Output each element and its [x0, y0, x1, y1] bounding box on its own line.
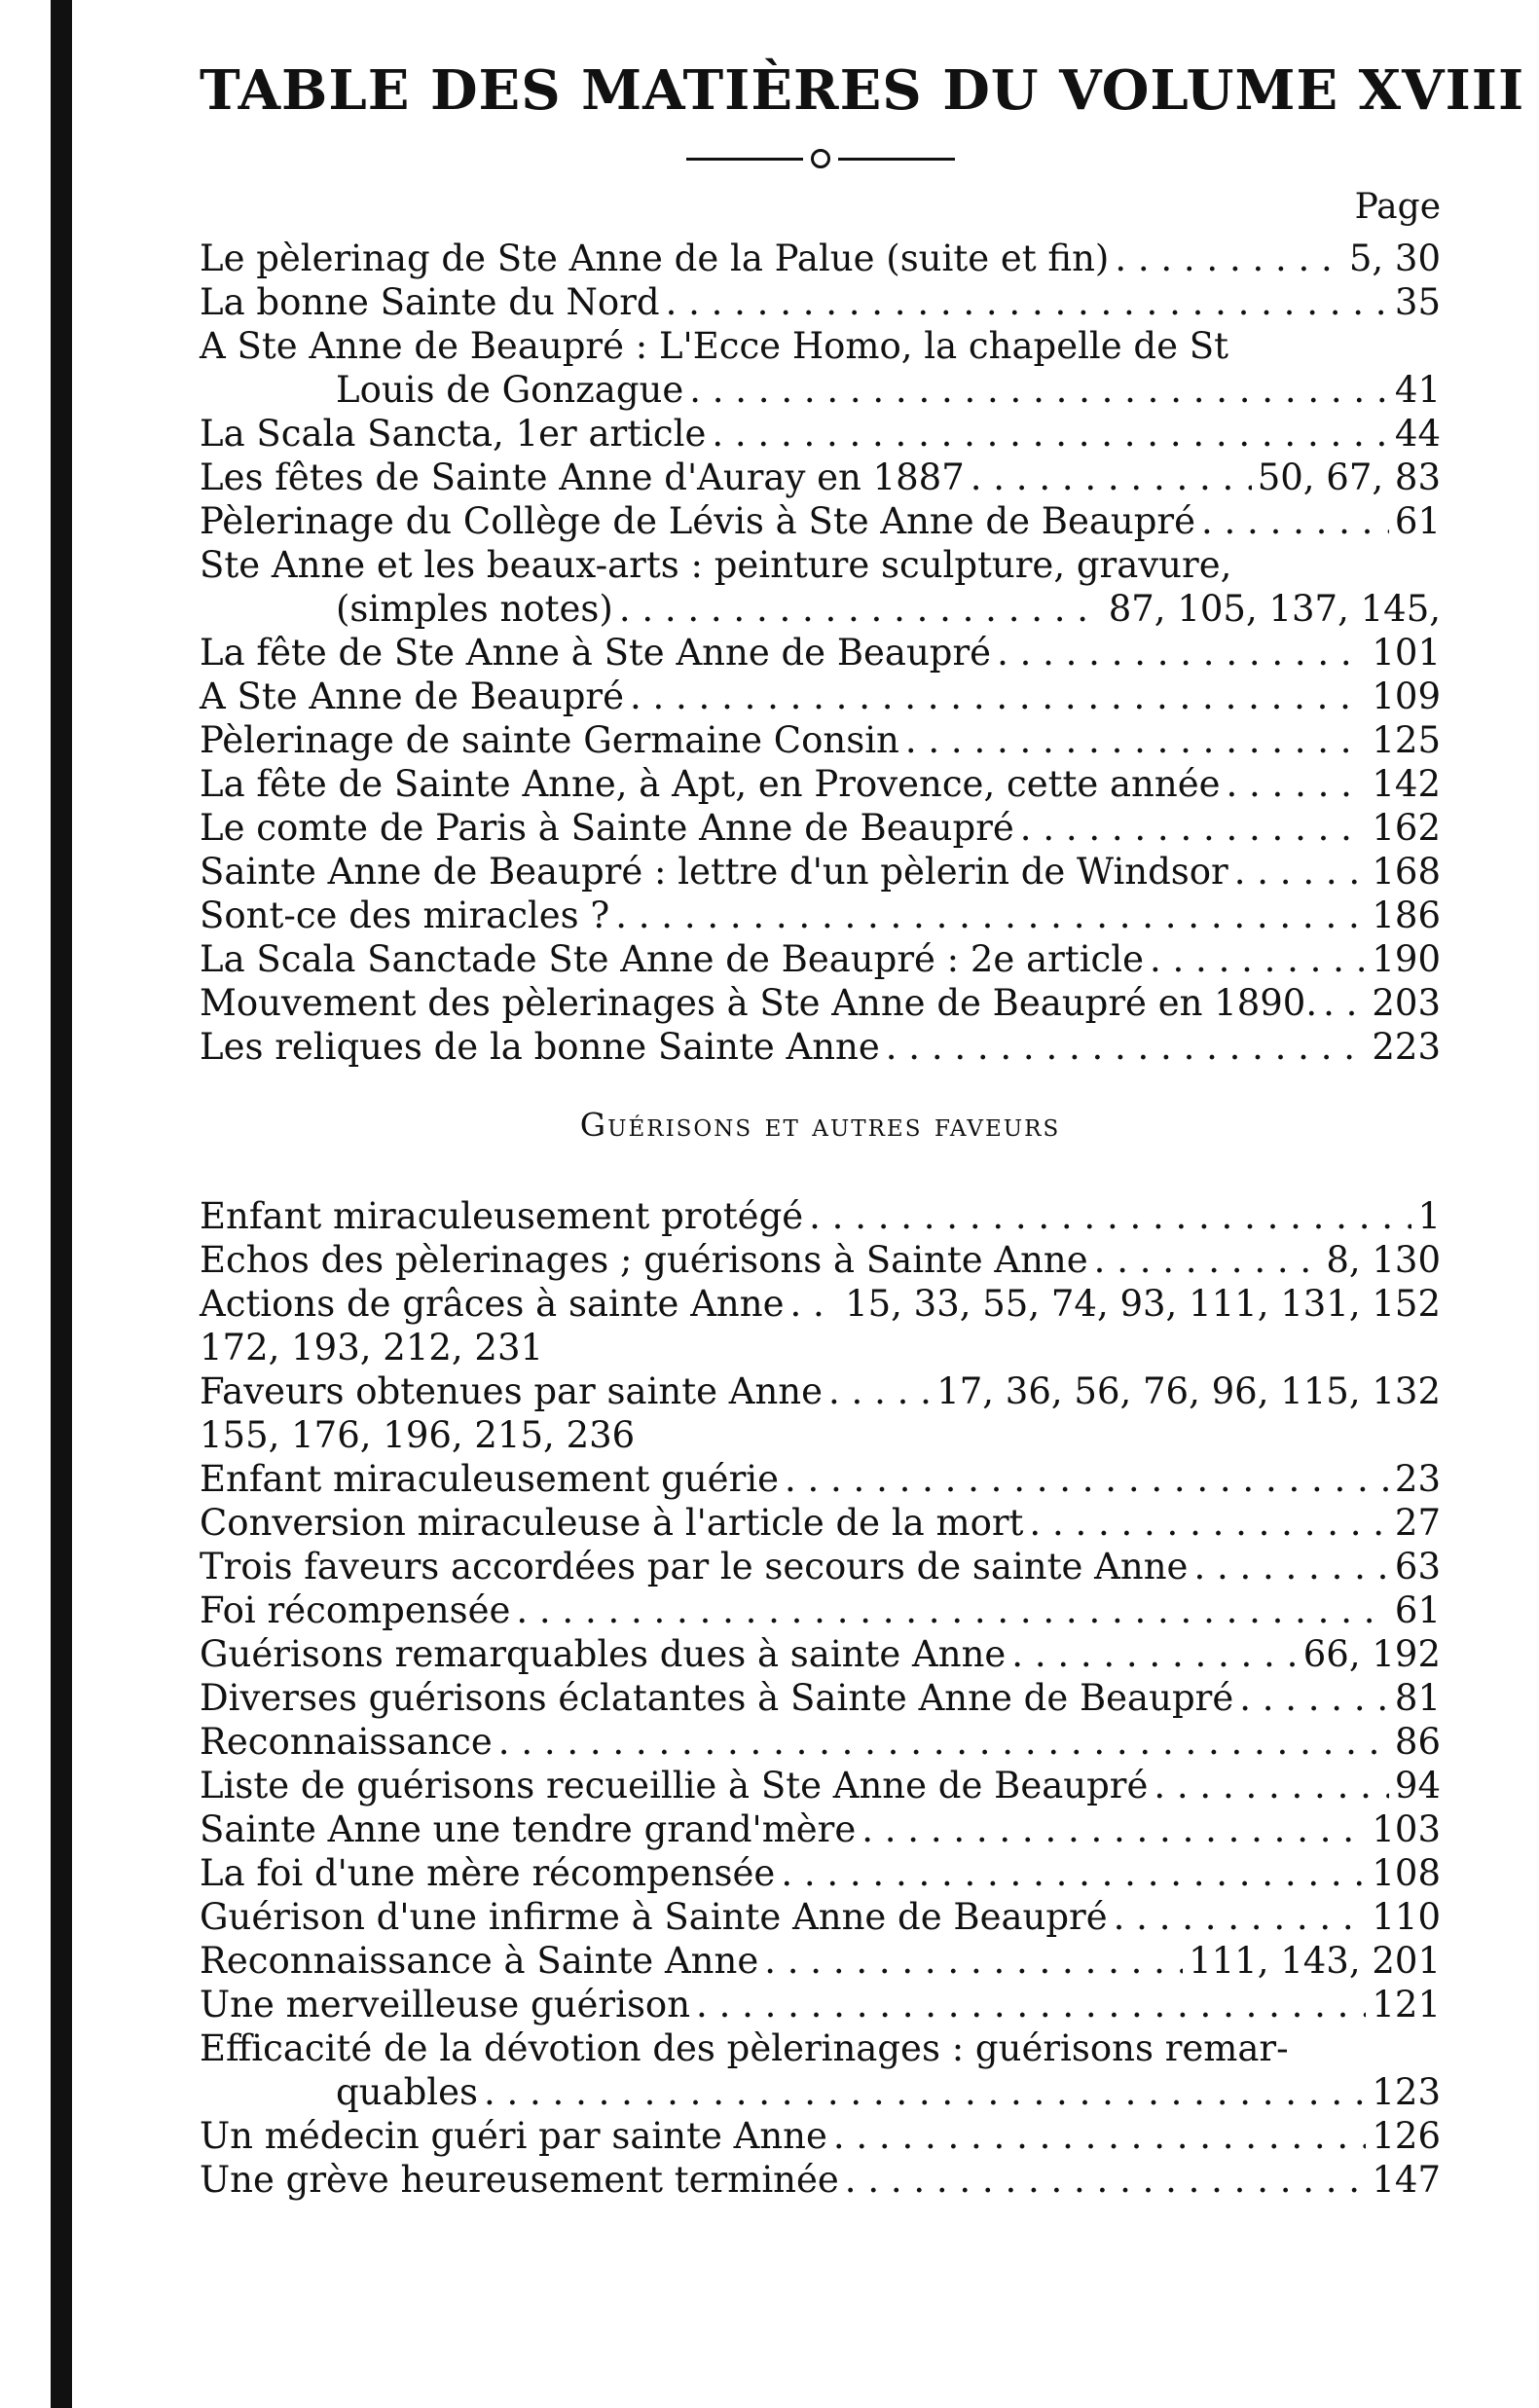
- leader-dots: [809, 1194, 1411, 1238]
- toc-entry: [200, 1545, 1441, 1588]
- toc-entry-pages: 203: [1372, 982, 1441, 1024]
- toc-entry-pages: 108: [1372, 1852, 1441, 1894]
- toc-entry: [200, 937, 1441, 981]
- toc-entry-pages: 142: [1372, 763, 1441, 805]
- toc-entry: [200, 324, 1441, 412]
- leader-dots: [1029, 1501, 1388, 1545]
- leader-dots: [615, 894, 1366, 937]
- toc-entry-title: Reconnaissance: [200, 1721, 493, 1763]
- toc-entry-title: Pèlerinage du Collège de Lévis à Ste Anne de Beaupré: [200, 500, 1195, 542]
- toc-entry-pages: 223: [1372, 1026, 1441, 1068]
- toc-entry-title: La foi d'une mère récompensée: [200, 1852, 776, 1894]
- toc-entry-title: Faveurs obtenues par sainte Anne: [200, 1370, 824, 1412]
- toc-entry: [200, 2114, 1441, 2158]
- toc-entry-title: La fête de Ste Anne à Ste Anne de Beaupré: [200, 632, 992, 674]
- toc-entry-pages: 81: [1394, 1677, 1441, 1719]
- toc-entry-title-line: Efficacité de la dévotion des pèlerinages : guérisons remar-: [200, 2027, 1289, 2069]
- toc-entry: [200, 1632, 1441, 1676]
- toc-entry: [200, 1369, 1441, 1413]
- toc-list-favors: [200, 1194, 1441, 2202]
- toc-entry-pages: 147: [1372, 2159, 1441, 2201]
- toc-entry-title-line: Ste Anne et les beaux-arts : peinture sculpture, gravure,: [200, 544, 1232, 586]
- leader-dots: [1154, 1764, 1389, 1807]
- book-spine-shadow: [51, 0, 72, 2408]
- toc-entry-pages: 5, 30: [1348, 237, 1441, 279]
- toc-entry: [200, 1983, 1441, 2026]
- leader-dots: [1150, 937, 1366, 981]
- leader-dots: [484, 2070, 1366, 2114]
- toc-entry-title: Les reliques de la bonne Sainte Anne: [200, 1026, 880, 1068]
- section-title: Guérisons et autres faveurs: [579, 1106, 1061, 1144]
- leader-dots: [689, 368, 1389, 412]
- leader-dots: [1323, 981, 1366, 1025]
- toc-entry-title: La Scala Sanctade Ste Anne de Beaupré : 2e article: [200, 938, 1144, 980]
- leader-dots: [833, 2114, 1366, 2158]
- toc-list-articles: [200, 237, 1441, 1069]
- toc-entry: [200, 1895, 1441, 1939]
- toc-entry-pages: 63: [1394, 1546, 1441, 1587]
- toc-entry: [200, 1676, 1441, 1720]
- toc-entry: [200, 456, 1441, 499]
- toc-entry-title: Enfant miraculeusement guérie: [200, 1458, 779, 1500]
- toc-entry-pages: 17, 36, 56, 76, 96, 115, 132: [936, 1370, 1441, 1412]
- toc-entry-pages: 101: [1372, 632, 1441, 674]
- page-title: TABLE DES MATIÈRES DU VOLUME XVIII: [200, 58, 1525, 123]
- toc-entry: [200, 499, 1441, 543]
- toc-entry: [200, 806, 1441, 850]
- toc-entry: [200, 1457, 1441, 1501]
- toc-entry-title-line: A Ste Anne de Beaupré : L'Ecce Homo, la chapelle de St: [200, 325, 1228, 367]
- toc-entry-pages: 94: [1394, 1765, 1441, 1806]
- ornament-divider: [200, 144, 1441, 173]
- leader-dots: [997, 631, 1366, 675]
- divider-circle: [811, 149, 830, 168]
- toc-entry: [200, 280, 1441, 324]
- toc-entry-pages: 87, 105, 137, 145,: [1108, 588, 1441, 630]
- leader-dots: [971, 456, 1252, 499]
- toc-entry-pages: 121: [1372, 1984, 1441, 2025]
- toc-entry-title: Une grève heureusement terminée: [200, 2159, 839, 2201]
- toc-entry: [200, 1194, 1441, 1238]
- toc-entry-title: Sont-ce des miracles ?: [200, 894, 610, 936]
- toc-entry-title: quables: [336, 2071, 478, 2113]
- toc-entry-title: Reconnaissance à Sainte Anne: [200, 1940, 759, 1982]
- toc-entry: [200, 543, 1441, 631]
- toc-entry: [200, 1282, 1441, 1326]
- toc-entry: [200, 1501, 1441, 1545]
- leader-dots: [1239, 1676, 1389, 1720]
- toc-entry-title: Trois faveurs accordées par le secours de sainte Anne: [200, 1546, 1189, 1587]
- leader-dots: [845, 2158, 1367, 2202]
- toc-entry: [200, 718, 1441, 762]
- leader-dots: [1114, 1895, 1367, 1939]
- toc-entry: [200, 762, 1441, 806]
- toc-entry-pages: 8, 130: [1326, 1239, 1441, 1281]
- leader-dots: [1201, 499, 1389, 543]
- toc-entry-title: La Scala Sancta, 1er article: [200, 413, 707, 455]
- leader-dots: [781, 1851, 1366, 1895]
- toc-entry: [200, 1025, 1441, 1069]
- toc-entry-pages: 123: [1372, 2071, 1441, 2113]
- toc-entry-title: Guérison d'une infirme à Sainte Anne de Beaupré: [200, 1896, 1108, 1938]
- toc-entry-title: Les fêtes de Sainte Anne d'Auray en 1887: [200, 456, 965, 498]
- toc-entry-title: Le comte de Paris à Sainte Anne de Beaupré: [200, 807, 1014, 849]
- toc-entry-pages: 86: [1394, 1721, 1441, 1763]
- leader-dots: [1193, 1545, 1388, 1588]
- toc-entry: [200, 981, 1441, 1025]
- toc-entry: [200, 894, 1441, 937]
- toc-entry-pages: 35: [1394, 281, 1441, 323]
- page-column-header: Page: [1354, 187, 1441, 227]
- divider-line-left: [686, 158, 803, 161]
- toc-entry: [200, 412, 1441, 456]
- toc-entry-pages: 27: [1394, 1502, 1441, 1544]
- toc-entry: [200, 1588, 1441, 1632]
- toc-entry-pages: 41: [1394, 369, 1441, 411]
- leader-dots: [1227, 762, 1367, 806]
- toc-entry-title: (simples notes): [336, 588, 613, 630]
- toc-entry: [200, 1764, 1441, 1807]
- leader-dots: [498, 1720, 1389, 1764]
- toc-entry-pages: 23: [1394, 1458, 1441, 1500]
- toc-entry-pages: 61: [1394, 500, 1441, 542]
- toc-entry-title: Une merveilleuse guérison: [200, 1984, 691, 2025]
- toc-entry-title: Sainte Anne de Beaupré : lettre d'un pèlerin de Windsor: [200, 851, 1228, 893]
- toc-entry-continuation: [200, 368, 1441, 412]
- leader-dots: [764, 1939, 1183, 1983]
- toc-entry-pages: 126: [1372, 2115, 1441, 2157]
- toc-entry-pages: 66, 192: [1302, 1633, 1441, 1675]
- toc-entry: [200, 1720, 1441, 1764]
- leader-dots: [1020, 806, 1367, 850]
- toc-entry-title: A Ste Anne de Beaupré: [200, 675, 624, 717]
- leader-dots: [630, 675, 1366, 718]
- toc-entry-title: Pèlerinage de sainte Germaine Consin: [200, 719, 899, 761]
- toc-entry-title: La fête de Sainte Anne, à Apt, en Provence, cette année: [200, 763, 1221, 805]
- toc-entry-pages: 50, 67, 83: [1257, 456, 1441, 498]
- toc-entry-pages: 109: [1372, 675, 1441, 717]
- toc-entry-title: Liste de guérisons recueillie à Ste Anne de Beaupré: [200, 1765, 1149, 1806]
- leader-dots: [1094, 1238, 1321, 1282]
- toc-entry: [200, 237, 1441, 280]
- toc-entry-pages: 110: [1372, 1896, 1441, 1938]
- toc-entry-title: Foi récompensée: [200, 1589, 511, 1631]
- toc-entry-pages: 44: [1394, 413, 1441, 455]
- leader-dots: [785, 1457, 1389, 1501]
- toc-entry: [200, 675, 1441, 718]
- toc-entry-title: Guérisons remarquables dues à sainte Anne: [200, 1633, 1007, 1675]
- toc-entry-title: Le pèlerinag de Ste Anne de la Palue (suite et fin): [200, 237, 1110, 279]
- toc-entry-title: Mouvement des pèlerinages à Ste Anne de Beaupré en 1890.: [200, 982, 1318, 1024]
- toc-entry-title: Conversion miraculeuse à l'article de la mort: [200, 1502, 1024, 1544]
- toc-entry-pages: 190: [1372, 938, 1441, 980]
- leader-dots: [789, 1282, 839, 1326]
- toc-entry-title: Diverses guérisons éclatantes à Sainte Anne de Beaupré: [200, 1677, 1234, 1719]
- toc-entry: [200, 1807, 1441, 1851]
- toc-entry-pages: 1: [1417, 1195, 1441, 1237]
- toc-entry-title: Echos des pèlerinages ; guérisons à Sainte Anne: [200, 1239, 1088, 1281]
- toc-entry: [200, 850, 1441, 894]
- leader-dots: [516, 1588, 1389, 1632]
- toc-page: [200, 58, 1525, 2202]
- toc-entry: [200, 2158, 1441, 2202]
- leader-dots: [712, 412, 1389, 456]
- toc-entry: [200, 1851, 1441, 1895]
- leader-dots: [696, 1983, 1366, 2026]
- divider-line-right: [838, 158, 955, 161]
- toc-entry-title: Un médecin guéri par sainte Anne: [200, 2115, 827, 2157]
- toc-entry-pages: 162: [1372, 807, 1441, 849]
- toc-entry-pages: 111, 143, 201: [1189, 1940, 1441, 1982]
- toc-entry-title: Louis de Gonzague: [336, 369, 684, 411]
- toc-entry-pages: 103: [1372, 1808, 1441, 1850]
- toc-entry: [200, 2026, 1441, 2114]
- leader-dots: [861, 1807, 1366, 1851]
- leader-dots: [905, 718, 1367, 762]
- toc-entry-continuation: [200, 587, 1441, 631]
- toc-entry-pages-continued: 172, 193, 212, 231: [200, 1327, 544, 1368]
- leader-dots: [666, 280, 1389, 324]
- leader-dots: [619, 587, 1103, 631]
- toc-entry-title: La bonne Sainte du Nord: [200, 281, 660, 323]
- toc-entry: [200, 631, 1441, 675]
- toc-entry-continuation: [200, 2070, 1441, 2114]
- leader-dots: [886, 1025, 1367, 1069]
- toc-entry-pages: 61: [1394, 1589, 1441, 1631]
- toc-entry-pages-continued: 155, 176, 196, 215, 236: [200, 1414, 636, 1456]
- leader-dots: [1011, 1632, 1297, 1676]
- leader-dots: [1234, 850, 1367, 894]
- toc-entry-pages: 125: [1372, 719, 1441, 761]
- toc-entry-title: Enfant miraculeusement protégé: [200, 1195, 804, 1237]
- toc-entry: [200, 1238, 1441, 1282]
- toc-entry-pages: 15, 33, 55, 74, 93, 111, 131, 152: [845, 1283, 1441, 1325]
- toc-entry: [200, 1939, 1441, 1983]
- leader-dots: [1115, 237, 1343, 280]
- toc-entry-pages: 168: [1372, 851, 1441, 893]
- toc-entry-title: Sainte Anne une tendre grand'mère: [200, 1808, 857, 1850]
- leader-dots: [828, 1369, 931, 1413]
- toc-entry-pages: 186: [1372, 894, 1441, 936]
- toc-entry-title: Actions de grâces à sainte Anne: [200, 1283, 785, 1325]
